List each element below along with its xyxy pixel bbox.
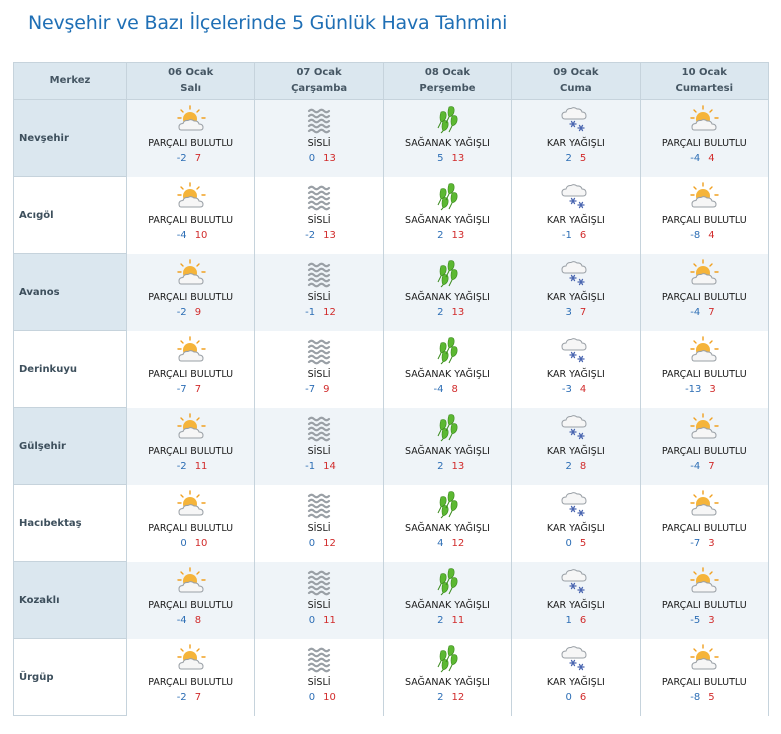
temp-min: 0 bbox=[308, 691, 316, 703]
temp-max: 13 bbox=[451, 306, 465, 318]
condition-label: SİSLİ bbox=[307, 522, 331, 534]
temp-max: 7 bbox=[708, 460, 715, 472]
forecast-cell bbox=[383, 639, 511, 716]
day-weekday: Çarşamba bbox=[291, 83, 348, 94]
temp-min: 0 bbox=[565, 537, 572, 549]
forecast-cell bbox=[255, 331, 383, 408]
table-row bbox=[14, 177, 769, 254]
condition-label: KAR YAĞIŞLI bbox=[546, 599, 605, 611]
temp-min: 0 bbox=[308, 537, 316, 549]
temp-min: -8 bbox=[690, 691, 701, 703]
day-date: 07 Ocak bbox=[296, 67, 342, 78]
condition-label: PARÇALI BULUTLU bbox=[148, 214, 234, 226]
temp-max: 13 bbox=[451, 460, 465, 472]
condition-label: SİSLİ bbox=[307, 445, 331, 457]
temp-min: -2 bbox=[176, 306, 187, 318]
temp-min: 0 bbox=[565, 691, 572, 703]
temp-max: 7 bbox=[194, 153, 202, 164]
fog-icon bbox=[302, 412, 336, 442]
snow-icon bbox=[559, 412, 593, 442]
temp-min: -4 bbox=[433, 383, 444, 395]
partly-cloudy-icon bbox=[687, 489, 721, 519]
temperature-range bbox=[255, 538, 382, 549]
temp-min: -4 bbox=[690, 306, 701, 318]
forecast-cell bbox=[383, 254, 511, 331]
condition-label: SAĞANAK YAĞIŞLI bbox=[405, 445, 490, 457]
condition-label: PARÇALI BULUTLU bbox=[661, 676, 747, 688]
forecast-cell bbox=[512, 100, 640, 177]
fog-icon bbox=[302, 489, 336, 519]
snow-icon bbox=[559, 566, 593, 596]
header-row bbox=[14, 63, 769, 100]
temp-max: 11 bbox=[194, 460, 208, 472]
temp-min: -2 bbox=[176, 153, 187, 164]
snow-icon bbox=[559, 104, 593, 134]
city-name: Kozaklı bbox=[14, 562, 127, 639]
temp-max: 6 bbox=[579, 229, 587, 241]
temp-min: -7 bbox=[305, 383, 316, 395]
condition-label: SİSLİ bbox=[307, 214, 331, 226]
temperature-range bbox=[512, 461, 639, 472]
temp-min: 2 bbox=[437, 229, 444, 241]
temp-min: -4 bbox=[176, 614, 187, 626]
partly-cloudy-icon bbox=[174, 643, 208, 673]
temperature-range bbox=[384, 538, 511, 549]
forecast-cell bbox=[127, 100, 255, 177]
day-header bbox=[512, 63, 640, 100]
temp-max: 12 bbox=[323, 537, 336, 549]
forecast-cell bbox=[383, 562, 511, 639]
temp-max: 13 bbox=[323, 229, 336, 241]
city-name: Nevşehir bbox=[14, 100, 127, 177]
condition-label: PARÇALI BULUTLU bbox=[148, 138, 234, 149]
temp-min: -5 bbox=[690, 614, 701, 626]
merkez-header: Merkez bbox=[14, 63, 127, 100]
shower-rain-icon bbox=[430, 643, 464, 673]
forecast-cell bbox=[640, 562, 768, 639]
temperature-range bbox=[384, 692, 511, 703]
day-weekday: Cumartesi bbox=[675, 83, 733, 94]
partly-cloudy-icon bbox=[687, 335, 721, 365]
page-title: Nevşehir ve Bazı İlçelerinde 5 Günlük Hava Tahmini bbox=[28, 12, 508, 34]
temp-min: -1 bbox=[561, 229, 572, 241]
forecast-cell bbox=[255, 408, 383, 485]
condition-label: KAR YAĞIŞLI bbox=[546, 445, 605, 457]
temp-min: 0 bbox=[308, 614, 316, 626]
forecast-cell bbox=[255, 254, 383, 331]
temperature-range bbox=[255, 615, 382, 626]
shower-rain-icon bbox=[430, 489, 464, 519]
temperature-range bbox=[384, 384, 511, 395]
temp-max: 8 bbox=[194, 614, 202, 626]
temp-max: 7 bbox=[708, 306, 715, 318]
condition-label: PARÇALI BULUTLU bbox=[148, 522, 234, 534]
temperature-range bbox=[512, 615, 639, 626]
forecast-cell bbox=[127, 562, 255, 639]
temperature-range bbox=[641, 692, 768, 703]
temp-max: 5 bbox=[708, 691, 715, 703]
temperature-range bbox=[384, 615, 511, 626]
temperature-range bbox=[384, 230, 511, 241]
temp-max: 3 bbox=[708, 537, 715, 549]
forecast-cell bbox=[512, 562, 640, 639]
temp-min: 2 bbox=[437, 614, 444, 626]
temp-max: 5 bbox=[579, 537, 587, 549]
forecast-cell bbox=[640, 100, 768, 177]
condition-label: PARÇALI BULUTLU bbox=[661, 445, 747, 457]
shower-rain-icon bbox=[430, 104, 464, 134]
condition-label: SAĞANAK YAĞIŞLI bbox=[405, 676, 490, 688]
temp-min: 2 bbox=[437, 460, 444, 472]
temp-min: -7 bbox=[690, 537, 701, 549]
fog-icon bbox=[302, 181, 336, 211]
partly-cloudy-icon bbox=[174, 412, 208, 442]
forecast-cell bbox=[512, 408, 640, 485]
condition-label: SAĞANAK YAĞIŞLI bbox=[405, 522, 490, 534]
partly-cloudy-icon bbox=[174, 489, 208, 519]
temperature-range bbox=[384, 461, 511, 472]
temp-max: 8 bbox=[451, 383, 458, 395]
snow-icon bbox=[559, 181, 593, 211]
forecast-cell bbox=[383, 408, 511, 485]
condition-label: SAĞANAK YAĞIŞLI bbox=[405, 368, 490, 380]
partly-cloudy-icon bbox=[687, 412, 721, 442]
temp-max: 10 bbox=[323, 691, 336, 703]
temperature-range bbox=[384, 307, 511, 318]
temp-min: -7 bbox=[176, 383, 187, 395]
day-weekday: Salı bbox=[180, 83, 202, 94]
condition-label: PARÇALI BULUTLU bbox=[661, 522, 747, 534]
shower-rain-icon bbox=[430, 566, 464, 596]
temp-max: 12 bbox=[451, 537, 465, 549]
temp-max: 4 bbox=[579, 383, 587, 395]
temp-min: -2 bbox=[176, 460, 187, 472]
forecast-cell bbox=[255, 177, 383, 254]
table-row bbox=[14, 562, 769, 639]
forecast-cell bbox=[127, 331, 255, 408]
condition-label: PARÇALI BULUTLU bbox=[661, 599, 747, 611]
day-weekday: Perşembe bbox=[419, 83, 476, 94]
city-name: Avanos bbox=[14, 254, 127, 331]
forecast-cell bbox=[255, 639, 383, 716]
temp-min: -1 bbox=[305, 306, 316, 318]
temp-min: -4 bbox=[176, 229, 187, 241]
day-weekday: Cuma bbox=[560, 83, 592, 94]
temperature-range bbox=[255, 461, 382, 472]
condition-label: PARÇALI BULUTLU bbox=[661, 214, 747, 226]
temp-min: 2 bbox=[437, 691, 444, 703]
temperature-range bbox=[255, 153, 382, 164]
condition-label: KAR YAĞIŞLI bbox=[546, 214, 605, 226]
temperature-range bbox=[641, 615, 768, 626]
temperature-range bbox=[384, 153, 511, 164]
temp-max: 3 bbox=[709, 383, 716, 395]
temp-max: 7 bbox=[194, 383, 202, 395]
fog-icon bbox=[302, 566, 336, 596]
condition-label: SİSLİ bbox=[307, 368, 331, 380]
temperature-range bbox=[512, 384, 639, 395]
temperature-range bbox=[127, 384, 254, 395]
condition-label: PARÇALI BULUTLU bbox=[148, 599, 234, 611]
temperature-range bbox=[255, 307, 382, 318]
temperature-range bbox=[127, 692, 254, 703]
table-row bbox=[14, 254, 769, 331]
forecast-cell bbox=[255, 100, 383, 177]
fog-icon bbox=[302, 104, 336, 134]
temperature-range bbox=[127, 230, 254, 241]
condition-label: PARÇALI BULUTLU bbox=[148, 368, 234, 380]
temperature-range bbox=[127, 153, 254, 164]
forecast-cell bbox=[383, 485, 511, 562]
condition-label: SİSLİ bbox=[307, 291, 331, 303]
forecast-cell bbox=[512, 485, 640, 562]
snow-icon bbox=[559, 335, 593, 365]
temp-max: 7 bbox=[579, 306, 587, 318]
temperature-range bbox=[255, 230, 382, 241]
forecast-cell bbox=[640, 331, 768, 408]
condition-label: PARÇALI BULUTLU bbox=[148, 291, 234, 303]
temperature-range bbox=[512, 538, 639, 549]
temp-max: 10 bbox=[194, 537, 208, 549]
condition-label: PARÇALI BULUTLU bbox=[661, 368, 747, 380]
temp-max: 6 bbox=[579, 614, 587, 626]
temp-max: 9 bbox=[194, 306, 202, 318]
condition-label: PARÇALI BULUTLU bbox=[148, 676, 234, 688]
forecast-cell bbox=[640, 639, 768, 716]
forecast-cell bbox=[127, 639, 255, 716]
condition-label: SAĞANAK YAĞIŞLI bbox=[405, 291, 490, 303]
temp-max: 5 bbox=[579, 153, 587, 164]
snow-icon bbox=[559, 643, 593, 673]
condition-label: SİSLİ bbox=[307, 138, 331, 149]
temp-min: -4 bbox=[690, 460, 701, 472]
condition-label: KAR YAĞIŞLI bbox=[546, 138, 605, 149]
partly-cloudy-icon bbox=[687, 181, 721, 211]
partly-cloudy-icon bbox=[174, 566, 208, 596]
temperature-range bbox=[641, 461, 768, 472]
temperature-range bbox=[512, 692, 639, 703]
condition-label: KAR YAĞIŞLI bbox=[546, 676, 605, 688]
temp-max: 8 bbox=[579, 460, 587, 472]
temp-max: 4 bbox=[708, 153, 715, 164]
temp-min: 4 bbox=[437, 537, 444, 549]
condition-label: SAĞANAK YAĞIŞLI bbox=[405, 599, 490, 611]
temp-min: -1 bbox=[305, 460, 316, 472]
temperature-range bbox=[641, 307, 768, 318]
shower-rain-icon bbox=[430, 335, 464, 365]
temperature-range bbox=[127, 307, 254, 318]
condition-label: SİSLİ bbox=[307, 676, 331, 688]
forecast-cell bbox=[512, 331, 640, 408]
temperature-range bbox=[127, 461, 254, 472]
partly-cloudy-icon bbox=[174, 335, 208, 365]
table-row bbox=[14, 408, 769, 485]
city-name: Gülşehir bbox=[14, 408, 127, 485]
partly-cloudy-icon bbox=[687, 258, 721, 288]
forecast-cell bbox=[640, 485, 768, 562]
condition-label: PARÇALI BULUTLU bbox=[661, 291, 747, 303]
temperature-range bbox=[255, 384, 382, 395]
temp-max: 14 bbox=[323, 460, 336, 472]
temp-min: 5 bbox=[437, 153, 444, 164]
temp-max: 13 bbox=[451, 229, 465, 241]
temp-max: 12 bbox=[451, 691, 465, 703]
temperature-range bbox=[512, 153, 639, 164]
temp-max: 4 bbox=[708, 229, 715, 241]
partly-cloudy-icon bbox=[687, 566, 721, 596]
forecast-cell bbox=[640, 408, 768, 485]
day-date: 09 Ocak bbox=[553, 67, 599, 78]
day-header bbox=[127, 63, 255, 100]
day-header bbox=[640, 63, 768, 100]
temp-max: 13 bbox=[323, 153, 336, 164]
temp-max: 6 bbox=[579, 691, 587, 703]
forecast-cell bbox=[127, 177, 255, 254]
fog-icon bbox=[302, 258, 336, 288]
table-row bbox=[14, 639, 769, 716]
temperature-range bbox=[127, 615, 254, 626]
fog-icon bbox=[302, 335, 336, 365]
shower-rain-icon bbox=[430, 412, 464, 442]
city-name: Acıgöl bbox=[14, 177, 127, 254]
city-name: Derinkuyu bbox=[14, 331, 127, 408]
temp-min: 1 bbox=[565, 614, 572, 626]
temp-min: 3 bbox=[565, 306, 572, 318]
temp-max: 11 bbox=[323, 614, 336, 626]
condition-label: SAĞANAK YAĞIŞLI bbox=[405, 214, 490, 226]
temp-max: 9 bbox=[323, 383, 330, 395]
condition-label: PARÇALI BULUTLU bbox=[661, 138, 747, 149]
forecast-cell bbox=[383, 331, 511, 408]
condition-label: KAR YAĞIŞLI bbox=[546, 291, 605, 303]
forecast-cell bbox=[512, 254, 640, 331]
temperature-range bbox=[641, 384, 768, 395]
temp-max: 11 bbox=[451, 614, 465, 626]
temperature-range bbox=[255, 692, 382, 703]
snow-icon bbox=[559, 258, 593, 288]
forecast-table bbox=[13, 62, 769, 716]
temperature-range bbox=[641, 538, 768, 549]
day-date: 06 Ocak bbox=[168, 67, 214, 78]
forecast-cell bbox=[512, 177, 640, 254]
partly-cloudy-icon bbox=[687, 643, 721, 673]
temp-min: -4 bbox=[690, 153, 701, 164]
day-header bbox=[383, 63, 511, 100]
condition-label: KAR YAĞIŞLI bbox=[546, 368, 605, 380]
condition-label: SİSLİ bbox=[307, 599, 331, 611]
snow-icon bbox=[559, 489, 593, 519]
temp-min: -2 bbox=[176, 691, 187, 703]
forecast-cell bbox=[640, 177, 768, 254]
day-date: 10 Ocak bbox=[681, 67, 727, 78]
partly-cloudy-icon bbox=[174, 104, 208, 134]
temp-min: 0 bbox=[180, 537, 187, 549]
table-row bbox=[14, 331, 769, 408]
forecast-cell bbox=[127, 254, 255, 331]
temp-min: -3 bbox=[561, 383, 572, 395]
temperature-range bbox=[512, 230, 639, 241]
temp-max: 10 bbox=[194, 229, 208, 241]
temperature-range bbox=[512, 307, 639, 318]
table-row bbox=[14, 100, 769, 177]
forecast-cell bbox=[383, 177, 511, 254]
temperature-range bbox=[127, 538, 254, 549]
day-date: 08 Ocak bbox=[424, 67, 471, 78]
temp-min: 2 bbox=[437, 306, 444, 318]
table-row bbox=[14, 485, 769, 562]
shower-rain-icon bbox=[430, 181, 464, 211]
temperature-range bbox=[641, 230, 768, 241]
temp-min: -8 bbox=[690, 229, 701, 241]
forecast-cell bbox=[255, 562, 383, 639]
partly-cloudy-icon bbox=[174, 181, 208, 211]
fog-icon bbox=[302, 643, 336, 673]
temp-max: 12 bbox=[323, 306, 336, 318]
temp-min: 2 bbox=[565, 153, 572, 164]
forecast-cell bbox=[255, 485, 383, 562]
temp-min: -13 bbox=[685, 383, 702, 395]
temp-max: 13 bbox=[451, 153, 465, 164]
forecast-cell bbox=[127, 408, 255, 485]
condition-label: PARÇALI BULUTLU bbox=[148, 445, 234, 457]
partly-cloudy-icon bbox=[174, 258, 208, 288]
temp-min: 2 bbox=[565, 460, 572, 472]
condition-label: KAR YAĞIŞLI bbox=[546, 522, 605, 534]
day-header bbox=[255, 63, 383, 100]
temperature-range bbox=[641, 153, 768, 164]
forecast-cell bbox=[383, 100, 511, 177]
partly-cloudy-icon bbox=[687, 104, 721, 134]
forecast-cell bbox=[127, 485, 255, 562]
forecast-cell bbox=[512, 639, 640, 716]
city-name: Hacıbektaş bbox=[14, 485, 127, 562]
forecast-cell bbox=[640, 254, 768, 331]
condition-label: SAĞANAK YAĞIŞLI bbox=[405, 138, 490, 149]
city-name: Ürgüp bbox=[14, 639, 127, 716]
temp-min: -2 bbox=[305, 229, 316, 241]
temp-min: 0 bbox=[308, 153, 316, 164]
temp-max: 7 bbox=[194, 691, 202, 703]
temp-max: 3 bbox=[708, 614, 715, 626]
shower-rain-icon bbox=[430, 258, 464, 288]
